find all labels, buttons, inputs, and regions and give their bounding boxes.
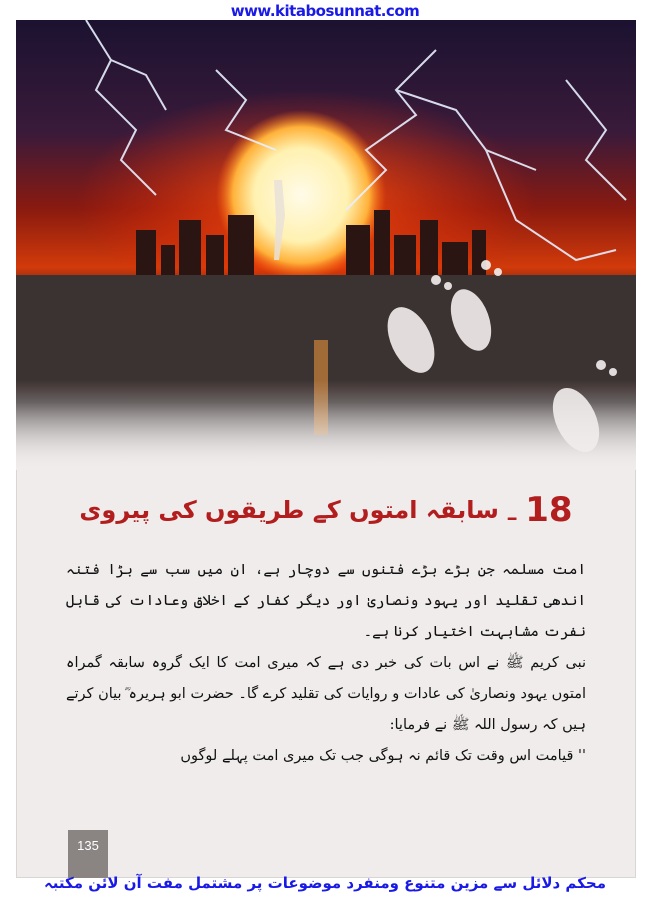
hadith-quote: '' قیامت اس وقت تک قائم نہ ہوگی جب تک میری امت پہلے لوگوں — [180, 748, 586, 764]
chapter-title: سابقہ امتوں کے طریقوں کی پیروی — [79, 496, 499, 524]
footer-tagline[interactable]: محکم دلائل سے مزین متنوع ومنفرد موضوعات پر مشتمل مفت آن لائن مکتبہ — [43, 874, 607, 892]
page-number: 135 — [68, 830, 108, 878]
book-page — [16, 20, 636, 878]
stormy-city-image — [16, 20, 636, 470]
chapter-body — [66, 555, 586, 772]
chapter-heading — [16, 490, 636, 540]
chapter-number: 18 — [525, 490, 573, 530]
cover-illustration — [16, 20, 636, 470]
site-url[interactable]: www.kitabosunnat.com — [230, 2, 420, 20]
heading-dash: ـ — [507, 493, 517, 527]
paragraph-2: نبی کریم ﷺ نے اس بات کی خبر دی ہے کہ میری امت کا ایک گروہ سابقہ گمراہ امتوں یہود ونصاریٰ کی عادات و روایات کی تقلید کرے گا۔ حضرت ابو ہریرہ ؓ بیان کرتے ہیں کہ رسول اللہ ﷺ نے فرمایا: — [66, 655, 586, 733]
paragraph-1: امت مسلمہ جن بڑے بڑے فتنوں سے دوچار ہے، ان میں سب سے بڑا فتنہ اندھی تقلید اور یہود ونصاریٰ اور دیگر کفار کے اخلاق وعادات کی قابل نفرت مشابہت اختیار کرنا ہے۔ — [66, 562, 586, 640]
